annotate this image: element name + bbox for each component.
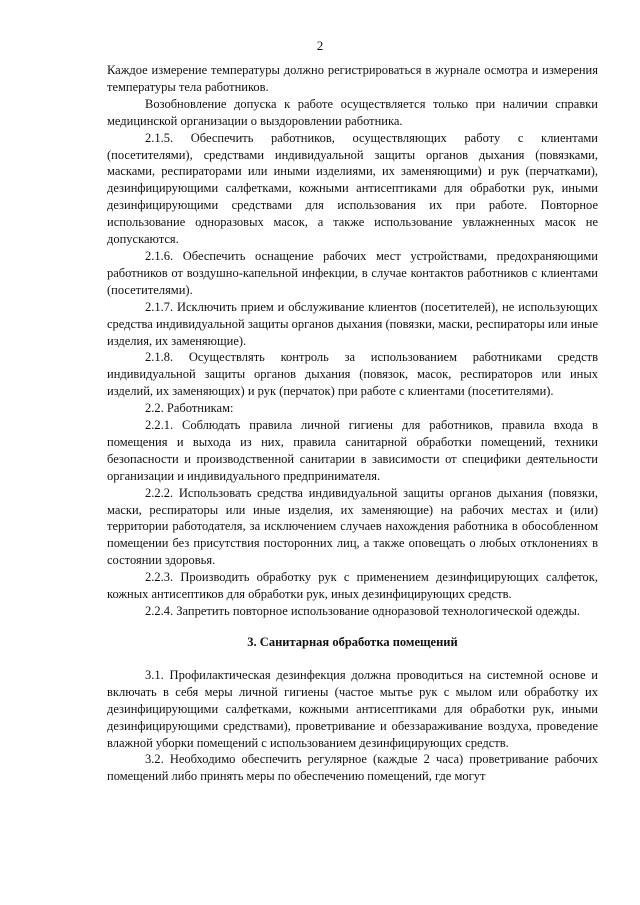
paragraph-2-1-8: 2.1.8. Осуществлять контроль за использованием работниками средств индивидуальной защиты органов дыхания (повязок, масок, респираторов или иных изделий, их заменяющих) и рук (перчаток) при работе с клиентами (посетителями). bbox=[107, 350, 598, 399]
paragraph-2-2-3: 2.2.3. Производить обработку рук с применением дезинфицирующих салфеток, кожных антисептиков для обработки рук, иных дезинфицирующих средств. bbox=[107, 570, 598, 602]
paragraph-2-2-1: 2.2.1. Соблюдать правила личной гигиены для работников, правила входа в помещения и выхода из них, правила санитарной обработки помещений, техники безопасности и производственной санитарии в зависимости от специфики деятельности организации и индивидуального предпринимателя. bbox=[107, 418, 598, 483]
paragraph-3-2: 3.2. Необходимо обеспечить регулярное (каждые 2 часа) проветривание рабочих помещений либо принять меры по обеспечению помещений, где могут bbox=[107, 752, 598, 784]
paragraph-2-1-6: 2.1.6. Обеспечить оснащение рабочих мест устройствами, предохраняющими работников от воздушно-капельной инфекции, в случае контактов работников с клиентами (посетителями). bbox=[107, 248, 598, 297]
section-3-title: 3. Санитарная обработка помещений bbox=[247, 634, 458, 649]
page-number: 2 bbox=[316, 38, 324, 53]
paragraph-2-2: 2.2. Работникам: bbox=[145, 401, 234, 416]
paragraph-2-1-5: 2.1.5. Обеспечить работников, осуществляющих работу с клиентами (посетителями), средствами индивидуальной защиты органов дыхания (повязками, масками, респираторами или иными изделиями, их заменяющими) и рук (перчатками), дезинфицирующими салфетками, кожными антисептиками для обработки рук, иными дезинфицирующими средствами для использования их при работе. Повторное использование одноразовых масок, а также использование увлажненных масок не допускаются. bbox=[107, 130, 598, 247]
paragraph-3-1: 3.1. Профилактическая дезинфекция должна проводиться на системной основе и включать в себя меры личной гигиены (частое мытье рук с мылом или обработку их дезинфицирующими салфетками, кожными антисептиками для обработки рук, иными дезинфицирующими средствами), проветривание и обеззараживание воздуха, проведение влажной уборки помещений с использованием дезинфицирующих средств. bbox=[107, 667, 598, 750]
paragraph-work-readmission: Возобновление допуска к работе осуществляется только при наличии справки медицинской организации о выздоровлении работника. bbox=[107, 96, 598, 128]
paragraph-2-2-2: 2.2.2. Использовать средства индивидуальной защиты органов дыхания (повязки, маски, респираторы или иные изделия, их заменяющие) на рабочих местах и (или) территории работодателя, за исключением случаев нахождения работника в обособленном помещении без присутствия посторонних лиц, а также оповещать о любых отклонениях в состоянии здоровья. bbox=[107, 485, 598, 568]
paragraph-temperature-log: Каждое измерение температуры должно регистрироваться в журнале осмотра и измерения температуры тела работников. bbox=[107, 63, 598, 94]
document-body bbox=[107, 62, 598, 785]
paragraph-2-1-7: 2.1.7. Исключить прием и обслуживание клиентов (посетителей), не использующих средства индивидуальной защиты органов дыхания (повязки, маски, респираторы или иные изделия, их заменяющие). bbox=[107, 299, 598, 348]
paragraph-2-2-4: 2.2.4. Запретить повторное использование одноразовой технологической одежды. bbox=[145, 604, 580, 618]
